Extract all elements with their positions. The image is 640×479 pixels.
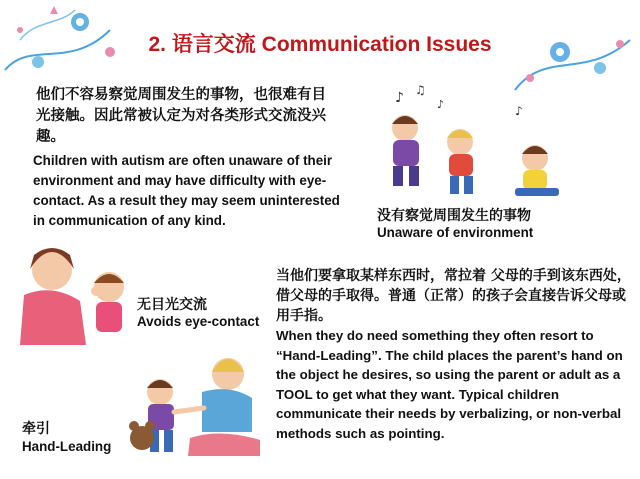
title-number: 2.	[148, 33, 166, 56]
caption-environment-english: Unaware of environment	[377, 225, 534, 240]
caption-hand-leading-english: Hand-Leading	[22, 439, 112, 454]
section2-chinese-text: 当他们要拿取某样东西时，常拉着 父母的手到该东西处，借父母的手取得。普通（正常）的孩子会直接告诉父母或用手指。	[276, 268, 631, 324]
caption-eye-contact-english: Avoids eye-contact	[137, 314, 260, 329]
title-chinese: 语言交流	[171, 32, 256, 56]
caption-hand-leading-chinese: 牵引	[22, 421, 50, 437]
svg-text:♪: ♪	[515, 104, 523, 118]
svg-text:♪: ♪	[395, 90, 404, 106]
svg-text:♪: ♪	[437, 98, 445, 111]
title-english: Communication Issues	[261, 33, 492, 56]
section2-english-text: When they do need something they often resort to “Hand-Leading”. The child places the parent’s hand on the object he desires, so using the parent or adult as a TOOL to get what they want. Typical children communicate their needs by verbalizing, or non-verbal methods such as pointing.	[276, 328, 623, 441]
illustration-children-playing	[365, 80, 580, 202]
section1-chinese-text: 他们不容易察觉周围发生的事物，也很难有目光接触。因此常被认定为对各类形式交流没兴趣。	[36, 87, 326, 145]
illustration-eye-contact	[14, 235, 139, 345]
illustration-hand-leading	[120, 352, 270, 464]
page-title	[0, 28, 640, 58]
section1-english-text: Children with autism are often unaware of their environment and may have difficulty with eye-contact. As a result they may seem uninterested in communication of any kind.	[33, 153, 340, 228]
caption-environment-chinese: 没有察觉周围发生的事物	[377, 208, 531, 224]
caption-eye-contact-chinese: 无目光交流	[137, 297, 207, 313]
svg-text:♫: ♫	[415, 83, 426, 97]
